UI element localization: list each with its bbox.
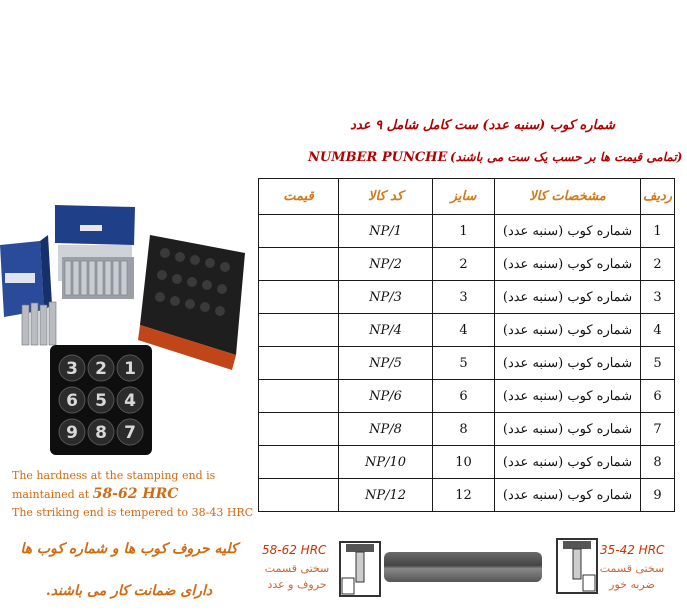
cell-row: 3 [641,281,675,314]
cell-size: 12 [433,479,495,512]
cell-size: 4 [433,314,495,347]
cell-code: NP/6 [339,380,433,413]
hardness-line-3: The striking end is tempered to 38-43 HRC [12,506,254,519]
page-title: شماره کوب (سنبه عدد) ست کامل شامل ۹ عدد [350,118,615,133]
cell-price [259,380,339,413]
hardness-line-1: The hardness at the stamping end is [12,469,216,482]
left-hrc-label: 58-62 HRC [262,543,327,557]
table-row [259,413,675,446]
cell-code: NP/2 [339,248,433,281]
cell-row: 4 [641,314,675,347]
cell-code: NP/3 [339,281,433,314]
hardness-prefix: maintained at [12,488,90,501]
right-hrc-label: 35-42 HRC [600,543,665,557]
subtitle-row [300,150,683,170]
tray-digit: 9 [66,423,78,443]
price-table [258,178,675,512]
cell-price [259,347,339,380]
header-code: کد کالا [339,179,433,215]
right-label-line-1: سختی قسمت [599,562,665,575]
right-label-line-2: ضربه خور [609,578,655,591]
cell-spec: شماره کوب (سنبه عدد) [495,413,641,446]
hardness-line-2 [12,485,262,504]
vise-right-icon [553,535,601,597]
cell-size: 5 [433,347,495,380]
tray-digit: 6 [66,391,78,411]
cell-row: 8 [641,446,675,479]
tray-digit: 3 [66,359,78,379]
cell-row: 2 [641,248,675,281]
dark-punch-box [138,235,245,370]
tray-digit: 1 [124,359,136,379]
cell-code: NP/12 [339,479,433,512]
table-row [259,479,675,512]
left-hardness-label [262,561,332,593]
cell-size: 8 [433,413,495,446]
cell-row: 6 [641,380,675,413]
cell-spec: شماره کوب (سنبه عدد) [495,446,641,479]
tray-digit: 7 [124,423,136,443]
cell-price [259,248,339,281]
cell-spec: شماره کوب (سنبه عدد) [495,380,641,413]
cell-spec: شماره کوب (سنبه عدد) [495,281,641,314]
table-row [259,446,675,479]
tray-digit: 4 [124,391,136,411]
cell-spec: شماره کوب (سنبه عدد) [495,215,641,248]
cell-spec: شماره کوب (سنبه عدد) [495,347,641,380]
punch-tray [62,257,134,299]
cell-price [259,215,339,248]
tray-digit: 2 [95,359,107,379]
cell-size: 10 [433,446,495,479]
cell-price [259,281,339,314]
right-hardness-label [598,561,666,593]
cell-price [259,314,339,347]
cell-code: NP/10 [339,446,433,479]
cell-code: NP/4 [339,314,433,347]
cell-code: NP/5 [339,347,433,380]
table-header-row [259,179,675,215]
header-spec: مشخصات کالا [495,179,641,215]
header-size: سایز [433,179,495,215]
cell-code: NP/8 [339,413,433,446]
cell-row: 9 [641,479,675,512]
cell-row: 5 [641,347,675,380]
table-row [259,215,675,248]
vise-left-icon [336,538,384,600]
left-label-line-2: حروف و عدد [267,578,327,591]
left-label-line-1: سختی قسمت [264,562,330,575]
table-row [259,314,675,347]
cell-spec: شماره کوب (سنبه عدد) [495,314,641,347]
cell-row: 1 [641,215,675,248]
tray-digit: 8 [95,423,107,443]
table-row [259,281,675,314]
cell-size: 2 [433,248,495,281]
header-row: ردیف [641,179,675,215]
cell-price [259,413,339,446]
cell-size: 1 [433,215,495,248]
punch-bar [384,552,542,582]
digit-tray [50,345,152,455]
table-row [259,380,675,413]
cell-size: 3 [433,281,495,314]
cell-spec: شماره کوب (سنبه عدد) [495,479,641,512]
cell-size: 6 [433,380,495,413]
cell-code: NP/1 [339,215,433,248]
guarantee-note: کلیه حروف کوب ها و شماره کوب ها دارای ضمانت کار می باشند. [20,541,238,599]
cell-spec: شماره کوب (سنبه عدد) [495,248,641,281]
tray-digit: 5 [95,391,107,411]
cell-price [259,446,339,479]
product-photo [0,205,255,465]
hardness-note [12,467,262,522]
header-price: قیمت [259,179,339,215]
english-title: NUMBER PUNCHE [308,150,448,165]
price-note: (تمامی قیمت ها بر حسب یک ست می باشند) [450,150,683,164]
cell-row: 7 [641,413,675,446]
table-row [259,248,675,281]
hardness-value: 58-62 HRC [92,486,179,502]
table-row [259,347,675,380]
cell-price [259,479,339,512]
